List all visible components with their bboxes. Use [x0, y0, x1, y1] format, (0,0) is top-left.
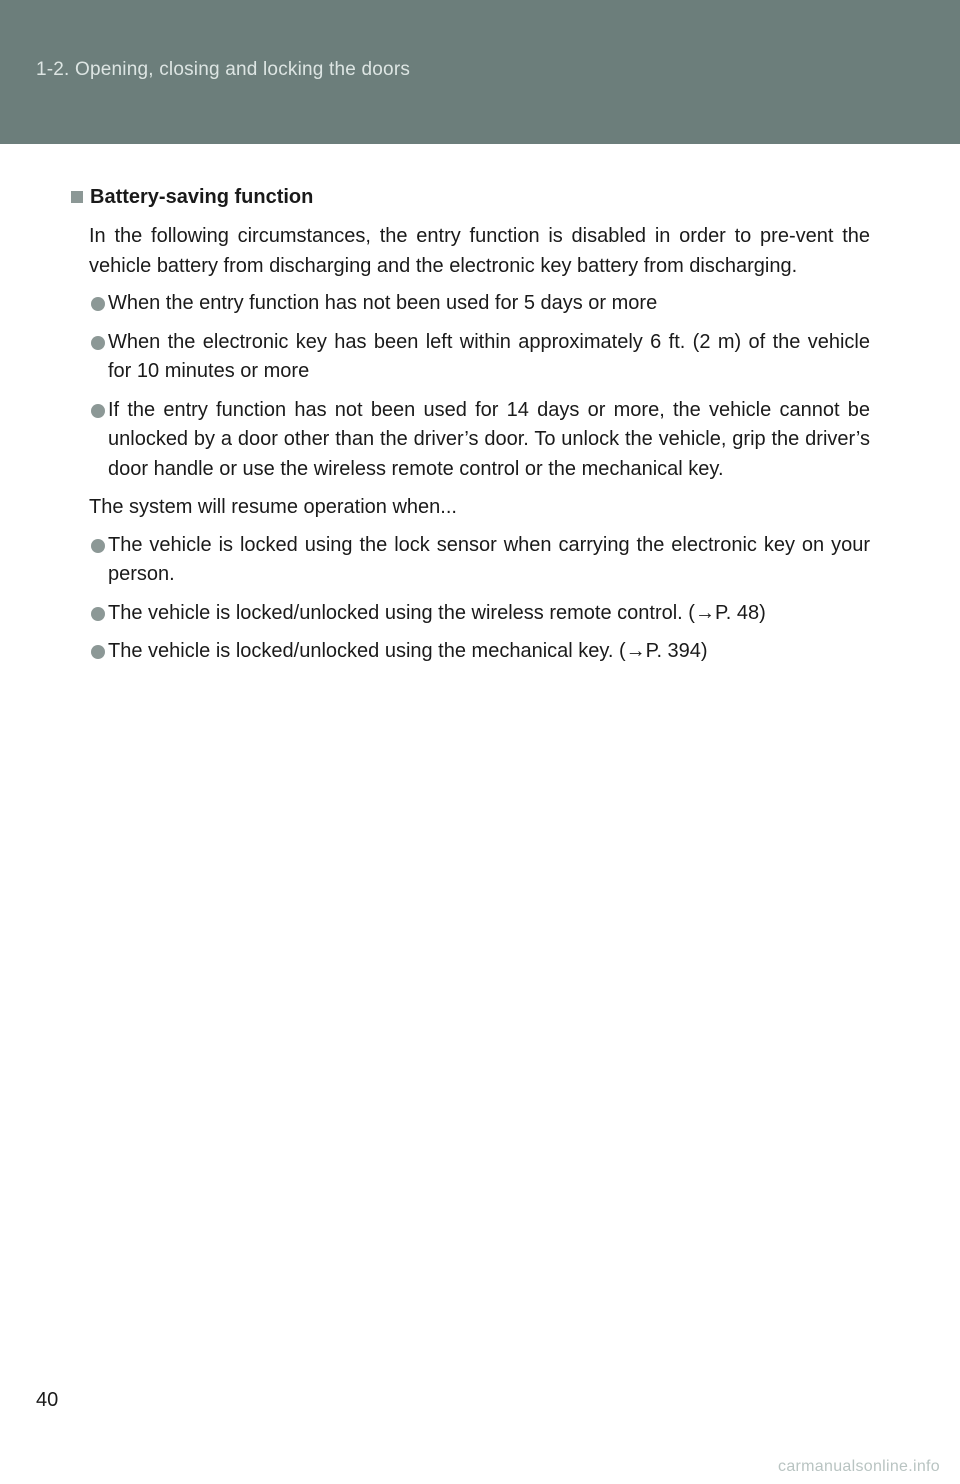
list-item-text: The vehicle is locked/unlocked using the mechanical key. (→P. 394) — [108, 640, 708, 662]
circle-bullet-icon — [91, 297, 105, 311]
list-item-text: If the entry function has not been used for 14 days or more, the vehicle cannot be unlocked by a door other than the driver’s door. To unlock the vehicle, grip the driver’s door handle or use the wireless remote control or the mechanical key. — [108, 398, 870, 480]
list-item-text: When the electronic key has been left within approximately 6 ft. (2 m) of the vehicle for 10 minutes or more — [108, 330, 870, 382]
list-item — [108, 599, 870, 629]
list-item-text: The vehicle is locked/unlocked using the wireless remote control. (→P. 48) — [108, 601, 766, 624]
header-title: 1-2. Opening, closing and locking the doors — [36, 59, 411, 80]
circle-bullet-icon — [91, 539, 105, 553]
resume-paragraph: The system will resume operation when... — [89, 496, 457, 518]
square-bullet-icon — [71, 191, 83, 203]
intro-paragraph: In the following circumstances, the entry function is disabled in order to pre-vent the vehicle battery from discharging and the electronic key battery from discharging. — [89, 225, 870, 277]
circle-bullet-icon — [91, 645, 105, 659]
list-item-text: When the entry function has not been used for 5 days or more — [108, 292, 658, 314]
list-item — [108, 637, 870, 667]
main-content — [70, 182, 870, 676]
list-item-text: The vehicle is locked using the lock sensor when carrying the electronic key on your person. — [108, 533, 870, 585]
circle-bullet-icon — [91, 336, 105, 350]
watermark: carmanualsonline.info — [778, 1458, 940, 1475]
list-item — [108, 396, 870, 485]
section-title: Battery-saving function — [90, 185, 314, 208]
circle-bullet-icon — [91, 607, 105, 621]
list-item — [108, 289, 870, 319]
page-header — [0, 0, 960, 144]
page-number: 40 — [36, 1389, 59, 1411]
section-heading — [70, 182, 870, 212]
list-item — [108, 531, 870, 590]
list-item — [108, 328, 870, 387]
circle-bullet-icon — [91, 404, 105, 418]
